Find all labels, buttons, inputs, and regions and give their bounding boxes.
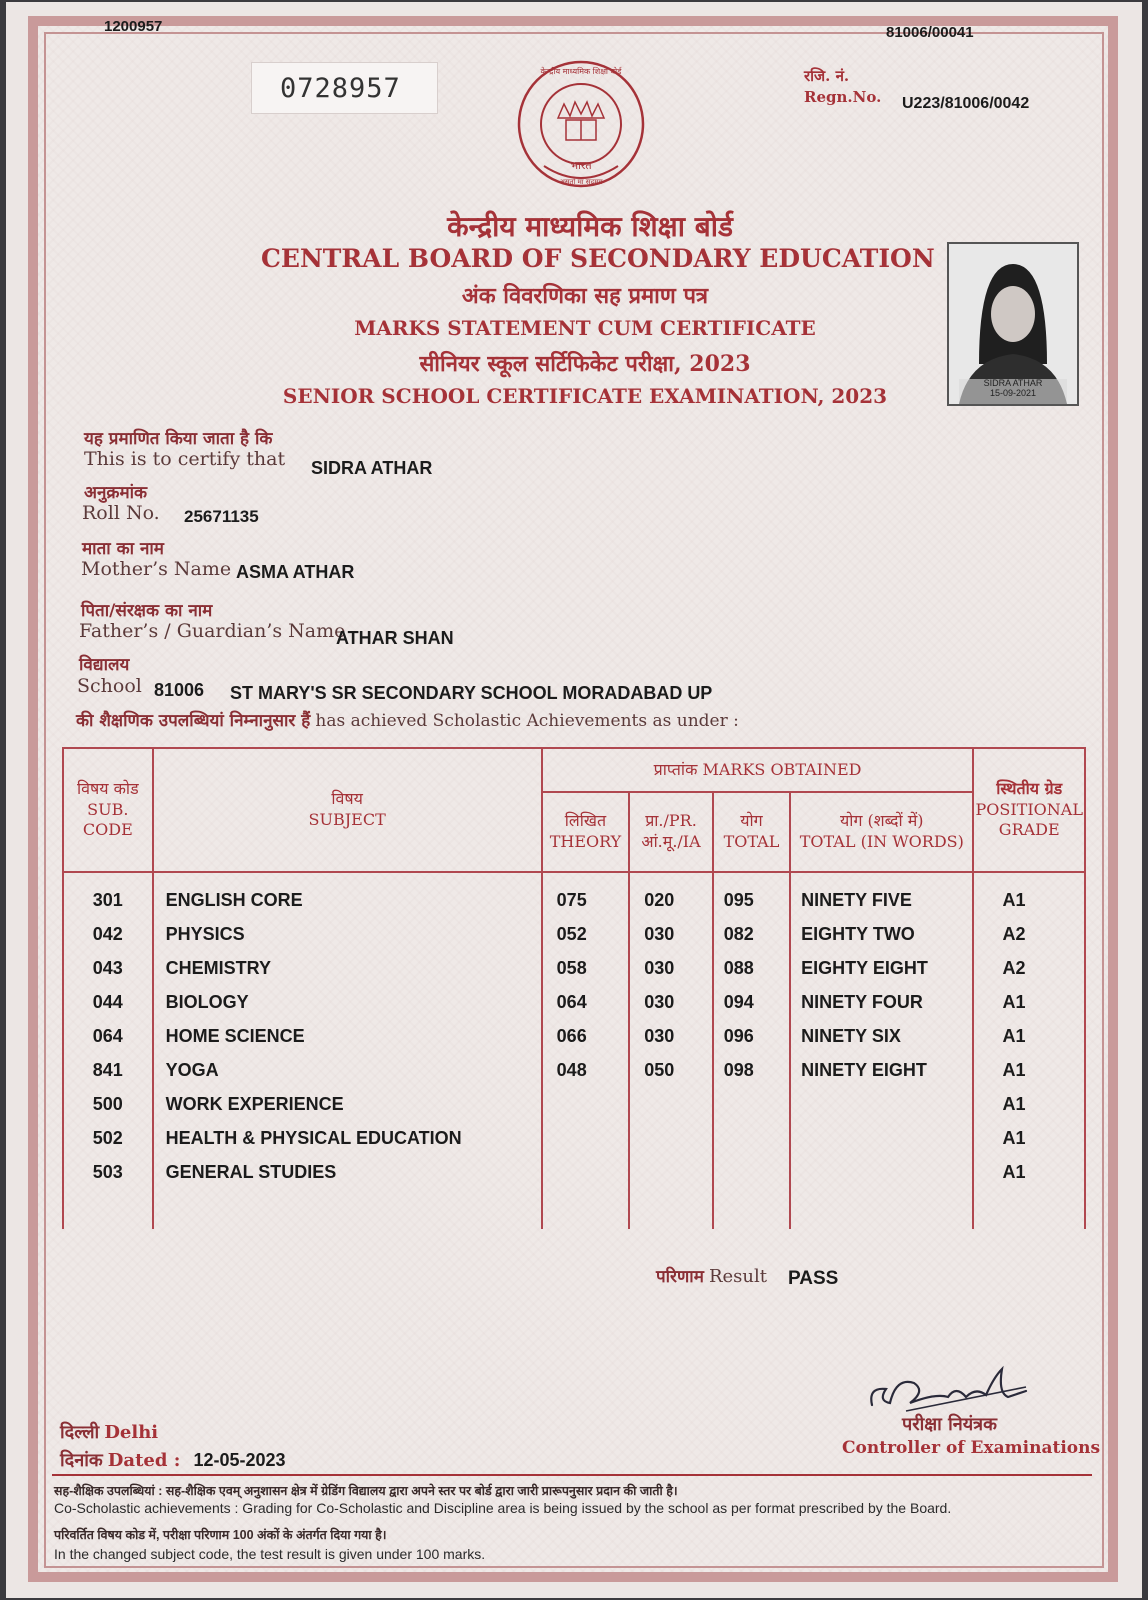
total-cell: 082: [723, 924, 754, 944]
school-label-en: School: [77, 675, 142, 697]
board-title-hi: केन्द्रीय माध्यमिक शिक्षा बोर्ड: [447, 210, 733, 243]
practical-cell: 020: [644, 890, 675, 910]
controller-label-en: Controller of Examinations: [842, 1438, 1101, 1458]
total-cell: 098: [723, 1060, 754, 1080]
words-cell: NINETY SIX: [801, 1026, 901, 1046]
subject-cell: WORK EXPERIENCE: [165, 1094, 344, 1114]
school-code: 81006: [154, 680, 205, 700]
top-left-serial: 1200957: [104, 18, 163, 35]
grade-cell: A1: [1002, 1060, 1026, 1080]
certify-label-en: This is to certify that: [84, 448, 286, 470]
school-name: ST MARY'S SR SECONDARY SCHOOL MORADABAD UP: [230, 683, 713, 703]
exam-title-en: SENIOR SCHOOL CERTIFICATE EXAMINATION, 2023: [282, 384, 888, 408]
exam-title-hi: सीनियर स्कूल सर्टिफिकेट परीक्षा, 2023: [419, 351, 751, 377]
mother-label-hi: माता का नाम: [82, 539, 164, 559]
result-line: [656, 1264, 767, 1287]
board-title-en: CENTRAL BOARD OF SECONDARY EDUCATION: [261, 244, 935, 273]
header-marks-obtained: [542, 748, 974, 792]
column-theory: [542, 872, 630, 1229]
certify-label-hi: यह प्रमाणित किया जाता है कि: [84, 429, 273, 449]
grade-cell: A1: [1002, 890, 1026, 910]
total-cell: 095: [723, 890, 754, 910]
header-theory-hi: लिखित: [564, 811, 607, 831]
achievement-line: [76, 708, 739, 731]
header-total-hi: योग: [740, 811, 763, 831]
code-cell: 064: [92, 1026, 123, 1046]
regn-label-en: Regn.No.: [804, 88, 882, 106]
header-pr-line2: आं.मू./IA: [641, 832, 701, 851]
practical-cell: 030: [644, 924, 675, 944]
header-total-words: [790, 792, 973, 872]
subject-cell: HEALTH & PHYSICAL EDUCATION: [165, 1128, 462, 1148]
subject-cell: ENGLISH CORE: [165, 890, 303, 910]
theory-cell: 058: [556, 958, 587, 978]
words-cell: NINETY FOUR: [801, 992, 923, 1012]
roll-number: 25671135: [184, 507, 259, 526]
school-label-hi: विद्यालय: [79, 655, 130, 675]
note1-hi: सह-शैक्षिक उपलब्धियां : सह-शैक्षिक एवम् अनुशासन क्षेत्र में ग्रेडिंग विद्यालय द्वारा अपने स्तर पर बोर्ड द्वारा जारी प्रारूपनुसार प्रदान की जाती है।: [54, 1484, 678, 1498]
column-total: [713, 872, 790, 1229]
words-cell: EIGHTY TWO: [801, 924, 915, 944]
subject-cell: BIOLOGY: [165, 992, 249, 1012]
father-label-en: Father’s / Guardian’s Name: [79, 620, 346, 642]
header-grade-en1: POSITIONAL: [975, 799, 1083, 819]
header-sub-code-en2: CODE: [82, 820, 133, 840]
header-marks-en: MARKS OBTAINED: [702, 759, 862, 779]
header-grade-hi: स्थितीय ग्रेड: [996, 778, 1063, 798]
photo-caption-name: SIDRA ATHAR: [983, 378, 1043, 388]
header-subject: [153, 748, 542, 872]
code-cell: 043: [92, 958, 123, 978]
issue-date: 12-05-2023: [193, 1450, 286, 1470]
seal-ring-text: केन्द्रीय माध्यमिक शिक्षा बोर्ड: [540, 67, 622, 76]
theory-cell: 066: [556, 1026, 587, 1046]
code-cell: 841: [92, 1060, 123, 1080]
code-cell: 500: [92, 1094, 123, 1114]
header-subject-hi: विषय: [331, 789, 363, 809]
student-photo: [947, 242, 1079, 406]
student-name: SIDRA ATHAR: [311, 458, 433, 478]
code-cell: 044: [92, 992, 123, 1012]
column-subjects: [153, 872, 542, 1229]
subject-cell: GENERAL STUDIES: [165, 1162, 337, 1182]
date-line: [60, 1448, 286, 1472]
mother-label-en: Mother’s Name: [81, 558, 232, 580]
place-line: [60, 1420, 158, 1444]
place-hi: दिल्ली: [60, 1422, 100, 1443]
header-total-en: TOTAL: [723, 832, 780, 851]
column-grade: [973, 872, 1085, 1229]
header-theory-en: THEORY: [549, 832, 622, 851]
doc-title-hi: अंक विवरणिका सह प्रमाण पत्र: [461, 283, 709, 309]
column-total-words: [790, 872, 973, 1229]
roll-label-hi: अनुक्रमांक: [84, 483, 148, 503]
dated-hi: दिनांक: [60, 1450, 103, 1471]
regn-number: U223/81006/0042: [902, 95, 1030, 112]
certificate-sheet: [6, 2, 1142, 1598]
grade-cell: A2: [1002, 924, 1026, 944]
total-cell: 096: [723, 1026, 754, 1046]
achievement-label-hi: की शैक्षणिक उपलब्धियां निम्नानुसार हैं: [76, 711, 311, 731]
header-grade: [973, 748, 1085, 872]
code-cell: 301: [92, 890, 123, 910]
place-en: Delhi: [104, 1422, 159, 1443]
header-theory: [542, 792, 630, 872]
father-label-hi: पिता/संरक्षक का नाम: [81, 601, 213, 621]
total-cell: 088: [723, 958, 754, 978]
seal-inner-text: भारत: [570, 159, 592, 172]
theory-cell: 048: [556, 1060, 587, 1080]
marks-table: [62, 747, 1086, 1229]
column-codes: [63, 872, 153, 1229]
code-cell: 503: [92, 1162, 123, 1182]
header-sub-code-hi: विषय कोड: [76, 778, 139, 798]
controller-label-hi: परीक्षा नियंत्रक: [902, 1414, 997, 1435]
note2-hi: परिवर्तित विषय कोड में, परीक्षा परिणाम 100 अंकों के अंतर्गत दिया गया है।: [54, 1528, 387, 1542]
top-right-code: 81006/00041: [886, 24, 974, 41]
header-subject-en: SUBJECT: [308, 810, 386, 829]
practical-cell: 030: [644, 1026, 675, 1046]
header-sub-code-en1: SUB.: [87, 799, 129, 819]
result-label-hi: परिणाम: [656, 1267, 704, 1287]
note1-en: Co-Scholastic achievements : Grading for Co-Scholastic and Discipline area is being issued by the school as per format prescribed by the Board.: [54, 1500, 952, 1516]
roll-label-en: Roll No.: [82, 502, 160, 524]
cbse-seal-icon: [514, 58, 648, 196]
total-cell: 094: [723, 992, 754, 1012]
serial-box: [251, 62, 438, 114]
code-cell: 042: [92, 924, 123, 944]
header-marks-hi: प्राप्तांक: [653, 759, 698, 779]
subject-cell: CHEMISTRY: [165, 958, 271, 978]
header-grade-en2: GRADE: [998, 820, 1060, 840]
regn-label-hi: रजि. नं.: [804, 67, 850, 85]
words-cell: NINETY EIGHT: [801, 1060, 927, 1080]
subject-cell: YOGA: [165, 1060, 219, 1080]
column-practical: [629, 872, 713, 1229]
practical-cell: 050: [644, 1060, 675, 1080]
theory-cell: 064: [556, 992, 587, 1012]
grade-cell: A1: [1002, 992, 1026, 1012]
mother-name: ASMA ATHAR: [236, 562, 355, 582]
header-sub-code: [63, 748, 153, 872]
subject-cell: HOME SCIENCE: [165, 1026, 305, 1046]
footer-divider: [52, 1474, 1092, 1476]
theory-cell: 052: [556, 924, 587, 944]
grade-cell: A2: [1002, 958, 1026, 978]
words-cell: EIGHTY EIGHT: [801, 958, 928, 978]
doc-title-en: MARKS STATEMENT CUM CERTIFICATE: [354, 316, 816, 340]
achievement-label-en: has achieved Scholastic Achievements as under :: [315, 711, 739, 731]
result-value: PASS: [788, 1268, 839, 1289]
result-label-en: Result: [708, 1266, 767, 1287]
subject-cell: PHYSICS: [165, 924, 245, 944]
grade-cell: A1: [1002, 1128, 1026, 1148]
practical-cell: 030: [644, 992, 675, 1012]
photo-caption-date: 15-09-2021: [989, 388, 1037, 398]
theory-cell: 075: [556, 890, 587, 910]
serial-number: 0728957: [280, 73, 401, 104]
note2-en: In the changed subject code, the test result is given under 100 marks.: [54, 1546, 486, 1562]
grade-cell: A1: [1002, 1026, 1026, 1046]
header-words-hi: योग (शब्दों में): [840, 811, 924, 831]
header-words-en: TOTAL (IN WORDS): [799, 832, 964, 851]
header-pr-line1: प्रा./PR.: [645, 811, 697, 831]
code-cell: 502: [92, 1128, 123, 1148]
father-name: ATHAR SHAN: [336, 628, 454, 648]
grade-cell: A1: [1002, 1162, 1026, 1182]
seal-motto: असतो मा सद्गमय: [559, 178, 603, 186]
grade-cell: A1: [1002, 1094, 1026, 1114]
header-total: [713, 792, 790, 872]
words-cell: NINETY FIVE: [801, 890, 912, 910]
practical-cell: 030: [644, 958, 675, 978]
header-practical: [629, 792, 713, 872]
dated-en: Dated :: [107, 1450, 181, 1471]
